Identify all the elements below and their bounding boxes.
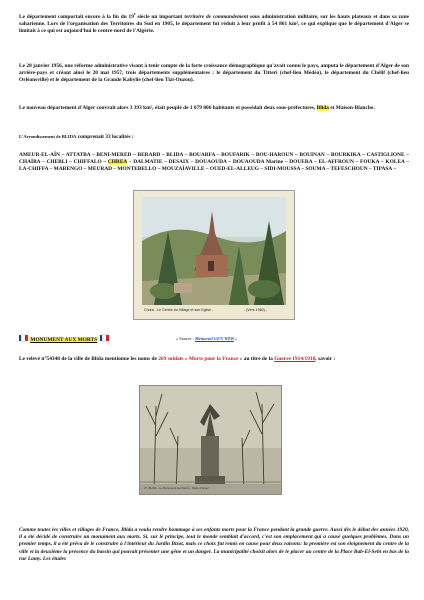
communes-list: AMEUR-EL-AÏN – ATTATBA – BENI-MERED – BERARD – BLIDA – BOUARFA – BOUFARIK – BOU-HAROUN – BOUINAN – BOURKIKA – CASTIGLIONE – CHAÏBA – CHEBLI – CHIFFALO – CHREA – DALMATIE – DESAIX – DOUAOUDA – DOUAOUDA Marine – DOUERA – EL-AFFROUN – FOUKA – KOLEA – LA-CHIFFA – MARENGO – MEURAD – MONTEBELLO – MOUZAÏAVILLE – OUED-EL-ALLEUG – SIDI-MOUSSA – SOUMA – TEFESCHOUN – TIPASA – xyxy=(19,152,409,173)
arrondissement-heading: L'Arrondissement de BLIDA comprenait 33 localités : xyxy=(19,134,134,140)
photo1-caption-right: - (Vers 1960) - xyxy=(244,308,267,312)
paragraph-territoires: Le département comportait encore à la fin du 19e siècle un important territoire de commandement sous administration militaire, sur les hauts plateaux et dans sa zone saharienne. Lors de l'organisation des Territoires du Sud en 1905, le département fut réduit à leur profit à 54 861 km², ce qui explique que le département d'Alger se limitait à ce qui est aujourd'hui le centre-nord de l'Algérie. xyxy=(19,12,410,35)
photo-monument-aux-morts xyxy=(139,385,282,495)
monument-heading: MONUMENT AUX MORTS xyxy=(30,336,98,343)
photo1-caption-left: Chréa - Le Centre du Village et son Eglise - xyxy=(144,308,214,312)
chrea-village-image xyxy=(134,191,294,319)
photo-chrea-village xyxy=(133,190,295,320)
french-flag-icon xyxy=(19,335,28,344)
photo2-caption: 27. BLIDA - Le Monument aux Morts - Place d'Anger xyxy=(144,486,210,490)
releve-paragraph: Le relevé n°54348 de la ville de Blida mentionne les noms de 269 soldats « Morts pour la France » au titre de la Guerre 1914/1918, savoir : xyxy=(19,356,336,362)
french-flag-icon xyxy=(100,335,109,344)
source-link[interactable]: Mémorial GEN WEB xyxy=(194,336,234,341)
paragraph-reforme-1956: Le 28 janvier 1956, une réforme administrative visant à tenir compte de la forte croissance démographique qu'avait connu le pays, amputa le département d'Alger de son arrière-pays et créant ainsi le 20 mai 1957, trois départements supplémentaires : le département du Titteri (chef-lieu Médéa), le département du Chélif (chef-lieu Orléansville) et le département de la Grande Kabylie (chef-lieu Tizi-Ouzou). xyxy=(19,63,409,84)
monument-heading-row xyxy=(19,335,409,343)
closing-paragraph: Comme toutes les villes et villages de France, Blida a voulu rendre hommage à ses enfants morts pour la France pendant la grande guerre. Aussi dès le début des années 1920, il a été décidé de construire un monument aux morts. Si, sur le principe, tout le monde semblait d'accord, c'est son emplacement qui a causé quelques problèmes. Dans un premier temps, il a été prévu de le construire à l'intérieur du Jardin Bizot, mais ce choix fut remis en cause pour deux raisons: la première est son éloignement du centre de la ville et la deuxième la présence du bassin qui pouvait présenter une gêne et un danger. La municipalité choisit alors de le placer au centre de la Place Bab-El-Sebt en bas de la rue Lamy. Les études xyxy=(19,527,409,562)
source-credit: « Source : Mémorial GEN WEB » xyxy=(176,336,238,341)
paragraph-nouveau-departement: Le nouveau département d'Alger couvrait alors 3 393 km², était peuplé de 1 079 806 habitants et possédait deux sous-préfectures, Blida et Maison-Blanche. xyxy=(19,105,375,111)
monument-image xyxy=(140,386,281,494)
